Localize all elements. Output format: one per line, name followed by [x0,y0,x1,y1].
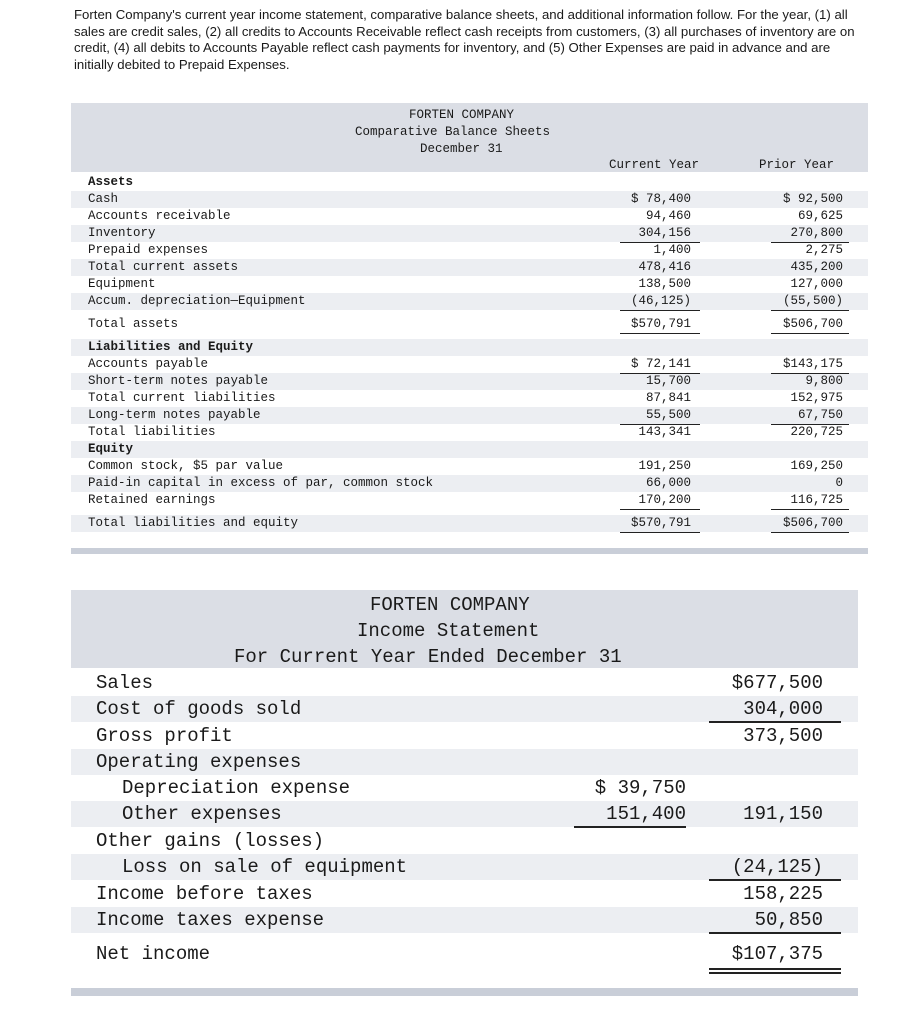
current-year-value: 143,341 [638,425,691,439]
total-rule [771,373,849,374]
income-statement-row [71,907,858,933]
total-rule [771,310,849,311]
prior-year-value: (55,500) [782,294,843,308]
current-year-value: 87,841 [645,391,691,405]
income-statement-row [71,775,858,801]
current-year-value: 478,416 [638,260,691,274]
income-statement-row [71,670,858,696]
balance-sheet-row [71,407,868,424]
row-label: Total current assets [88,260,239,274]
total-rule [620,310,700,311]
prior-year-value: 67,750 [797,408,843,422]
balance-sheet-row [71,191,868,208]
income-statement-period: For Current Year Ended December 31 [234,646,622,668]
row-label: Retained earnings [88,493,216,507]
problem-intro: Forten Company's current year income statement, comparative balance sheets, and additional information follow. For the year, (1) all sales are credit sales, (2) all credits to Accounts Receivable reflect cash receipts from customers, (3) all purchases of inventory are on credit, (4) all debits to Accounts Payable reflect cash payments for inventory, and (5) Other Expenses are paid in advance and are initially debited to Prepaid Expenses. [74,7,855,72]
row-label: Prepaid expenses [88,243,209,257]
row-label: Other expenses [122,803,282,825]
row-label: Equipment [88,277,156,291]
total-rule [620,424,700,425]
prior-year-value: 152,975 [790,391,843,405]
row-label: Income before taxes [96,883,313,905]
row-label: Cost of goods sold [96,698,302,720]
row-label: Loss on sale of equipment [122,856,408,878]
row-label: Total liabilities and equity [88,516,299,530]
income-statement-row [71,696,858,722]
row-label: Total liabilities [88,425,216,439]
income-statement-row [71,723,858,749]
outer-amount: 158,225 [743,883,823,905]
outer-amount: 50,850 [754,909,823,931]
column-header-prior-year: Prior Year [759,158,835,172]
outer-amount: $677,500 [731,672,823,694]
prior-year-value: $ 92,500 [782,192,843,206]
inner-amount: 151,400 [606,803,686,825]
total-rule [620,373,700,374]
prior-year-value: 220,725 [790,425,843,439]
balance-sheet-row [71,242,868,259]
income-statement-row [71,941,858,967]
balance-sheet-bottom-bar [71,548,868,554]
row-label: Total current liabilities [88,391,276,405]
balance-sheet-row [71,441,868,458]
balance-sheet-row [71,208,868,225]
row-label: Liabilities and Equity [88,340,254,354]
total-rule [620,509,700,510]
prior-year-value: $143,175 [782,357,843,371]
prior-year-value: 69,625 [797,209,843,223]
income-statement-row [71,854,858,880]
total-rule [620,333,700,334]
prior-year-value: 127,000 [790,277,843,291]
prior-year-value: 2,275 [805,243,843,257]
current-year-value: $ 72,141 [630,357,691,371]
row-label: Operating expenses [96,751,302,773]
income-statement-header [71,590,858,668]
current-year-value: 138,500 [638,277,691,291]
prior-year-value: 270,800 [790,226,843,240]
prior-year-value: 9,800 [805,374,843,388]
income-statement-row [71,881,858,907]
total-rule [709,968,841,970]
outer-amount: (24,125) [731,856,823,878]
current-year-value: 191,250 [638,459,691,473]
balance-sheet-row [71,225,868,242]
column-header-current-year: Current Year [609,158,700,172]
balance-sheet-row [71,424,868,441]
total-rule [620,532,700,533]
total-rule [709,721,841,723]
prior-year-value: 169,250 [790,459,843,473]
row-label: Equity [88,442,134,456]
row-label: Accounts receivable [88,209,231,223]
balance-sheet-row [71,373,868,390]
income-statement-row [71,828,858,854]
balance-sheet-header [71,103,868,172]
income-statement-title: Income Statement [357,620,540,642]
income-statement-row [71,801,858,827]
current-year-value: $ 78,400 [630,192,691,206]
total-rule [709,879,841,881]
balance-sheet-row [71,339,868,356]
outer-amount: 304,000 [743,698,823,720]
balance-sheet-title: Comparative Balance Sheets [355,125,551,139]
total-rule [771,532,849,533]
row-label: Accounts payable [88,357,209,371]
total-rule [620,242,700,243]
prior-year-value: $506,700 [782,516,843,530]
row-label: Inventory [88,226,156,240]
row-label: Depreciation expense [122,777,351,799]
balance-sheet-row [71,316,868,333]
current-year-value: $570,791 [630,317,691,331]
income-statement-company: FORTEN COMPANY [370,594,530,616]
income-statement-table [71,590,858,996]
income-statement-bottom-bar [71,988,858,996]
total-rule [771,424,849,425]
row-label: Income taxes expense [96,909,325,931]
row-label: Sales [96,672,154,694]
total-rule [771,242,849,243]
inner-amount: $ 39,750 [594,777,686,799]
row-label: Total assets [88,317,179,331]
row-label: Accum. depreciation—Equipment [88,294,306,308]
balance-sheet-row [71,515,868,532]
balance-sheet-company: FORTEN COMPANY [409,108,515,122]
outer-amount: $107,375 [731,943,823,965]
balance-sheet-row [71,356,868,373]
row-label: Short-term notes payable [88,374,269,388]
current-year-value: 15,700 [645,374,691,388]
row-label: Gross profit [96,725,233,747]
total-rule [771,333,849,334]
balance-sheet-row [71,259,868,276]
balance-sheet-date: December 31 [420,142,503,156]
balance-sheet-row [71,492,868,509]
current-year-value: 55,500 [645,408,691,422]
prior-year-value: 0 [835,476,843,490]
income-statement-row [71,749,858,775]
balance-sheet-row [71,174,868,191]
row-label: Common stock, $5 par value [88,459,284,473]
balance-sheet-row [71,390,868,407]
balance-sheet-row [71,458,868,475]
total-rule [709,972,841,974]
current-year-value: 66,000 [645,476,691,490]
balance-sheet-table [71,103,868,554]
prior-year-value: 435,200 [790,260,843,274]
row-label: Other gains (losses) [96,830,325,852]
row-label: Assets [88,175,134,189]
total-rule [709,932,841,934]
prior-year-value: 116,725 [790,493,843,507]
current-year-value: 170,200 [638,493,691,507]
total-rule [771,509,849,510]
row-label: Paid-in capital in excess of par, common stock [88,476,434,490]
current-year-value: $570,791 [630,516,691,530]
row-label: Net income [96,943,211,965]
prior-year-value: $506,700 [782,317,843,331]
current-year-value: 1,400 [653,243,691,257]
row-label: Cash [88,192,119,206]
balance-sheet-row [71,293,868,310]
total-rule [574,826,686,828]
current-year-value: 94,460 [645,209,691,223]
balance-sheet-row [71,475,868,492]
outer-amount: 191,150 [743,803,823,825]
row-label: Long-term notes payable [88,408,261,422]
current-year-value: (46,125) [630,294,691,308]
outer-amount: 373,500 [743,725,823,747]
balance-sheet-row [71,276,868,293]
current-year-value: 304,156 [638,226,691,240]
